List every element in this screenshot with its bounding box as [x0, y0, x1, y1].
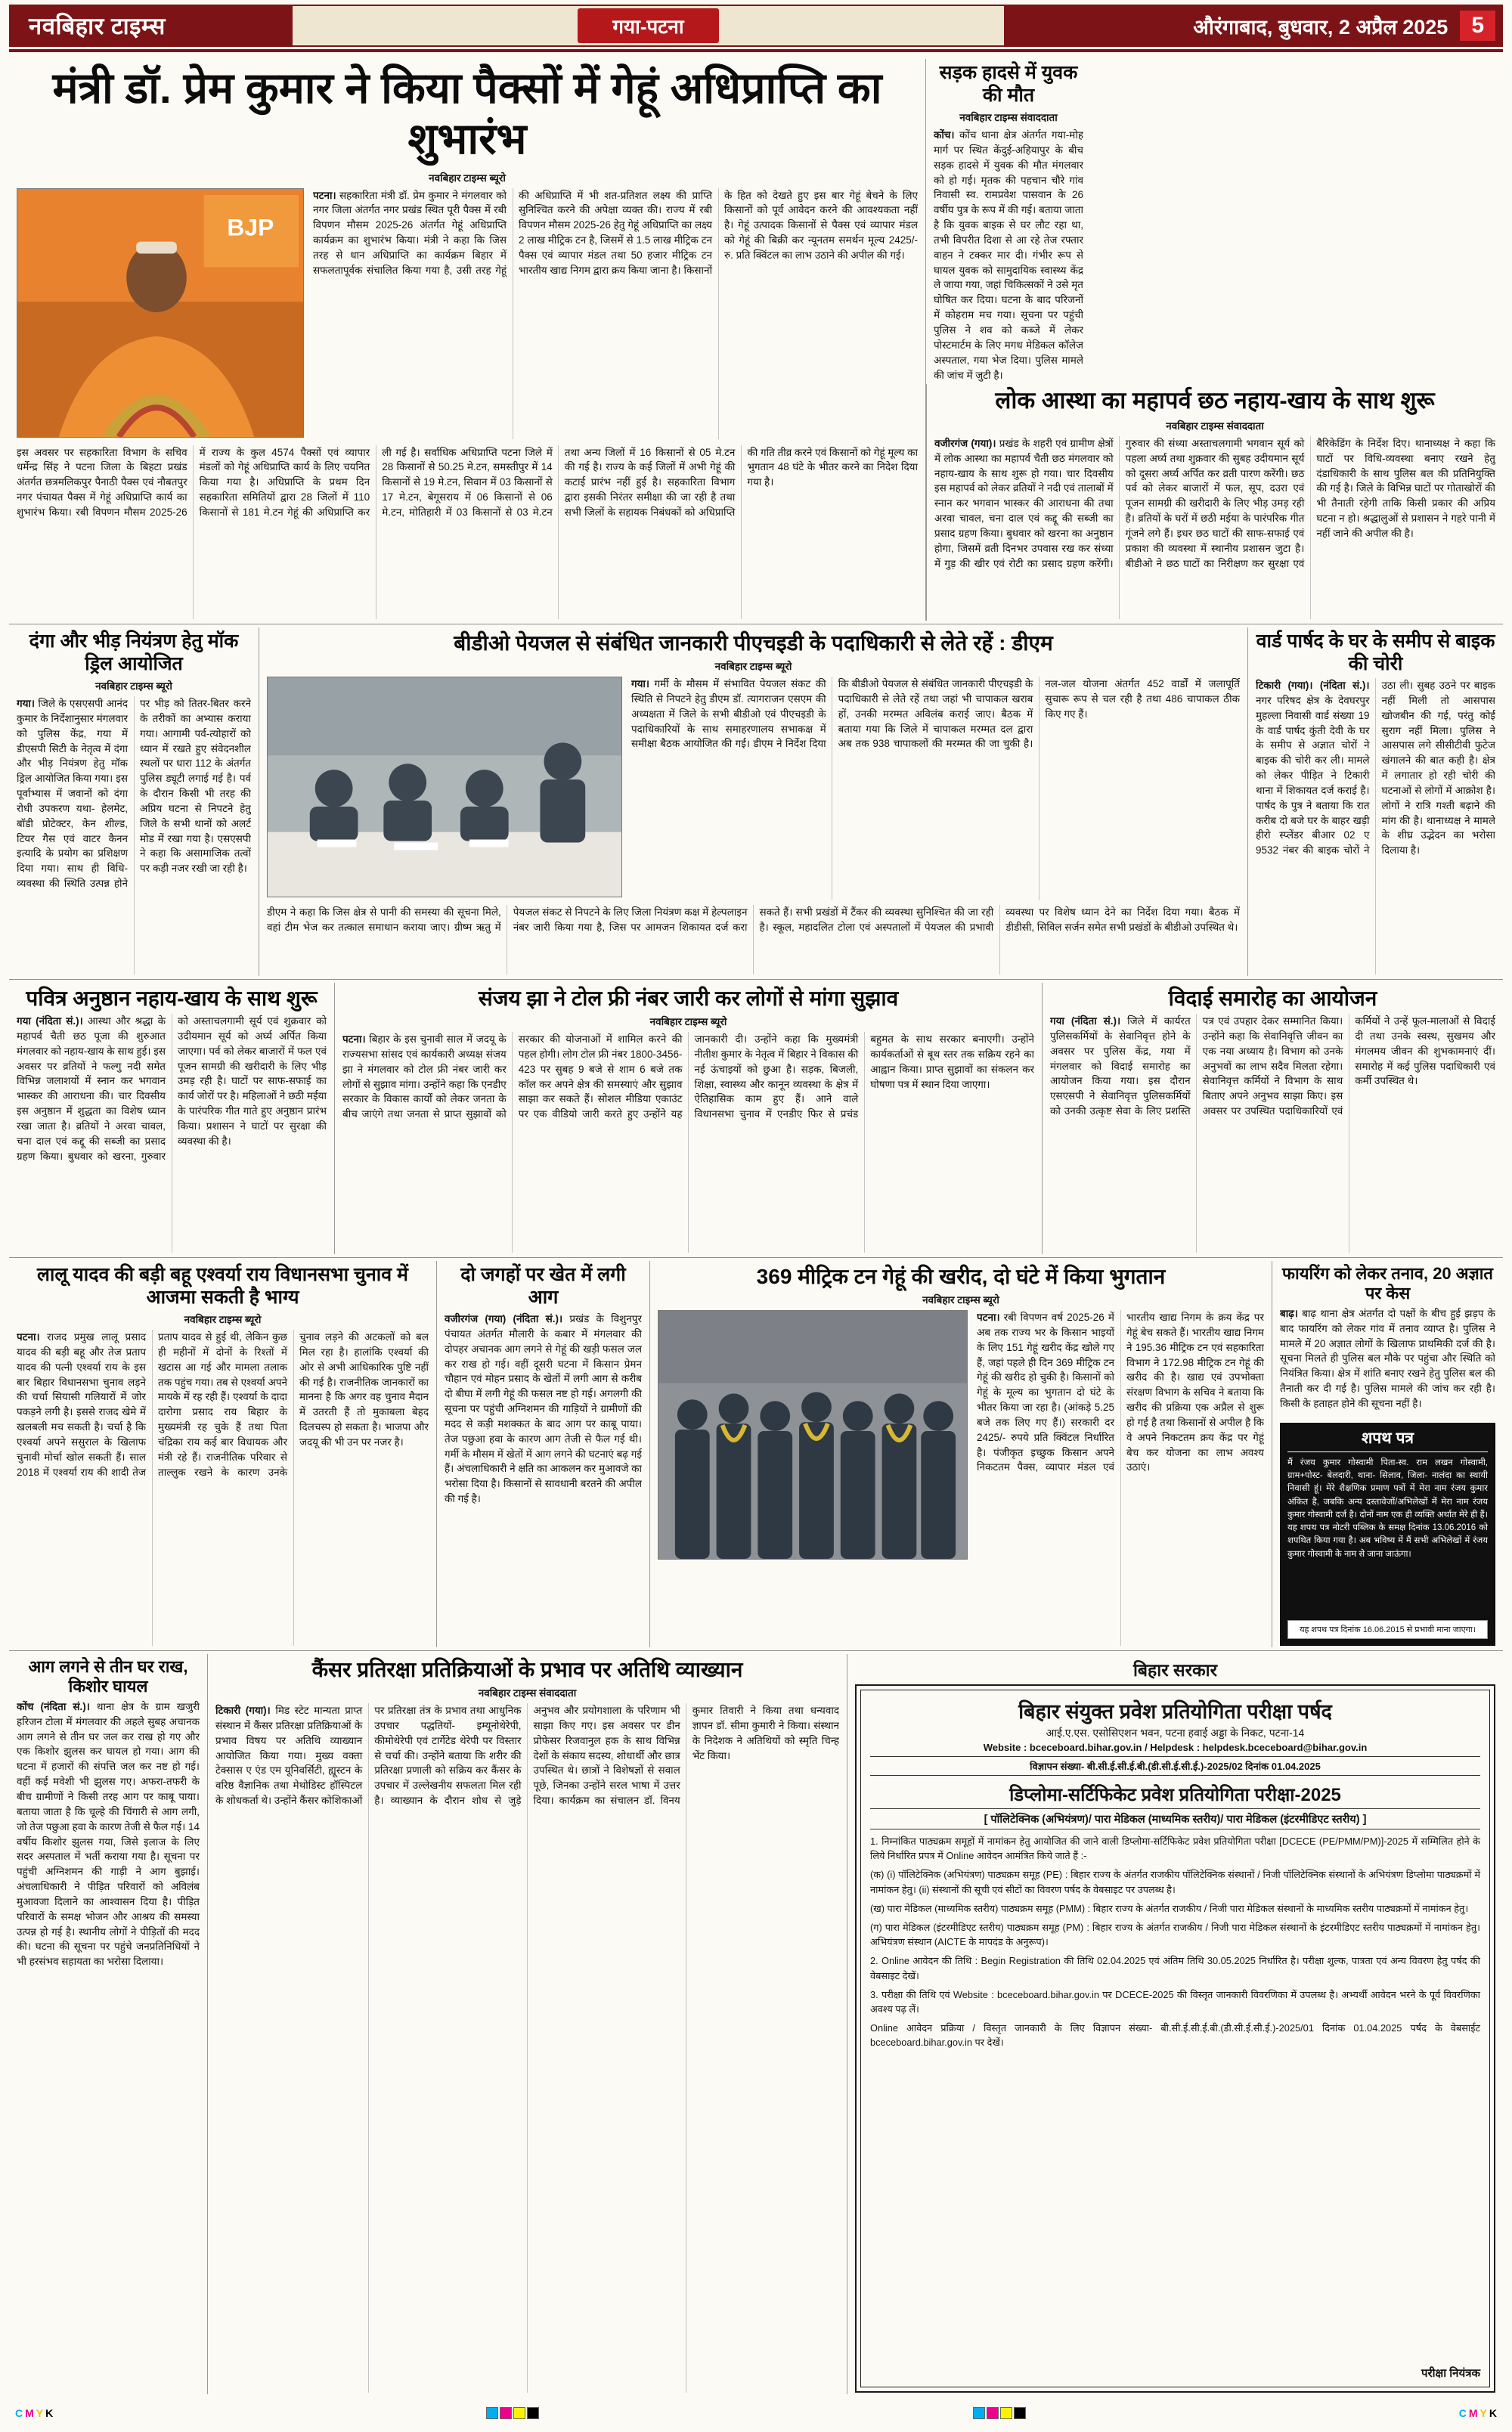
notice-item: Online आवेदन प्रक्रिया / विस्तृत जानकारी के लिए विज्ञापन संख्या- बी.सी.ई.सी.ई.बी.(डी.सी.ई.सी.ई.)-2025/01 दिनांक 01.04.2025 पर्षद के वेबसाईट bceceboard.bihar.gov.in पर देखें। — [870, 2022, 1480, 2049]
exam-subtitle: [ पॉलिटेक्निक (अभियंत्रण)/ पारा मेडिकल (माध्यमिक स्तरीय)/ पारा मेडिकल (इंटरमीडिएट स्तरीय) ] — [870, 1808, 1480, 1829]
notice-item: 3. परीक्षा की तिथि एवं Website : bceceboard.bihar.gov.in पर DCECE-2025 की विस्तृत जानकारी विवरणिका में उपलब्ध है। अभ्यर्थी आवेदन भरने के पूर्व विवरणिका अवश्य पढ़ लें। — [870, 1988, 1480, 2015]
edition-badge: गया-पटना — [578, 8, 718, 43]
band-two — [9, 624, 1503, 980]
magenta-square — [500, 2407, 512, 2419]
mock-drill-headline: दंगा और भीड़ नियंत्रण हेतु मॉक ड्रिल आयोजित — [29, 630, 239, 674]
bdo-body-bottom — [267, 905, 1240, 974]
wheat-dateline: पटना। — [977, 1312, 1000, 1324]
article-aishwarya — [9, 1261, 436, 1647]
article-bdo-water — [259, 627, 1247, 976]
magenta-mark: M — [1468, 2407, 1478, 2419]
yellow-mark: Y — [36, 2407, 44, 2419]
affidavit-note: यह शपथ पत्र दिनांक 16.06.2015 से प्रभावी माना जाएगा। — [1287, 1620, 1488, 1639]
board-name: बिहार संयुक्त प्रवेश प्रतियोगिता परीक्षा पर्षद — [1018, 1700, 1332, 1723]
bdo-byline: नवबिहार टाइम्स ब्यूरो — [714, 661, 792, 673]
lead-headline: मंत्री डॉ. प्रेम कुमार ने किया पैक्सों में गेहूं अधिप्राप्ति का शुभारंभ — [52, 64, 882, 164]
board-website: Website : bceceboard.bihar.gov.in / Helpdesk : helpdesk.bceceboard@bihar.gov.in — [983, 1742, 1368, 1753]
meeting-photo-illustration — [268, 677, 621, 897]
farewell-dateline: गया (नंदिता सं.)। — [1050, 1015, 1121, 1027]
masthead-middle — [293, 5, 1004, 47]
accident-byline: नवबिहार टाइम्स संवाददाता — [959, 112, 1058, 123]
house-fire-dateline: कोंच (नंदिता सं.)। — [17, 1700, 90, 1712]
nahay-headline: पवित्र अनुष्ठान नहाय-खाय के साथ शुरू — [26, 987, 318, 1010]
lead-byline: नवबिहार टाइम्स ब्यूरो — [429, 172, 506, 184]
bike-theft-dateline: टिकारी (गया)। (नंदिता सं.)। — [1256, 680, 1370, 691]
sanjay-text: बिहार के इस चुनावी साल में जदयू के राज्यसभा सांसद एवं कार्यकारी अध्यक्ष संजय झा ने मंगलवार को टोल फ्री नंबर जारी कर लोगों से सुझाव मांगा। उन्होंने कहा कि एनडीए सरकार के विकास कार्यों को लेकर जनता के बीच जाएंगे तथा जनता से प्राप्त सुझावों को सरकार की योजनाओं में शामिल करने की पहल होगी। लोग टोल फ्री नंबर 1800-3456-423 पर सुबह 9 बजे से शाम 6 बजे तक कॉल कर अपने क्षेत्र की समस्याएं और सुझाव साझा कर सकते हैं। सोशल मीडिया एकाउंट पर एक वीडियो जारी करते हुए उन्होंने यह जानकारी दी। उन्होंने कहा कि मुख्यमंत्री नीतीश कुमार के नेतृत्व में बिहार ने विकास की नई ऊंचाइयों को छुआ है। सड़क, बिजली, शिक्षा, स्वास्थ्य और कानून व्यवस्था के क्षेत्र में ऐतिहासिक काम हुए हैं। आने वाले विधानसभा चुनाव में एनडीए फिर से प्रचंड बहुमत के साथ सरकार बनाएगी। उन्होंने कार्यकर्ताओं से बूथ स्तर तक सक्रिय रहने का आह्वान किया। प्राप्त सुझावों का संकलन कर घोषणा पत्र में स्थान दिया जाएगा। — [342, 1033, 1034, 1120]
firing-text: बाढ़ थाना क्षेत्र अंतर्गत दो पक्षों के बीच हुई झड़प के बाद फायरिंग को लेकर गांव में तनाव व्याप्त है। पुलिस ने मामले में 20 अज्ञात लोगों के खिलाफ प्राथमिकी दर्ज की है। सूचना मिलते ही पुलिस बल मौके पर पहुंचा और स्थिति को नियंत्रित किया। क्षेत्र में शांति बनाए रखने हेतु पुलिस बल की तैनाती कर दी गई है। पुलिस मामले की जांच कर रही है। किसी के हताहत होने की सूचना नहीं है। — [1280, 1307, 1495, 1409]
page-number: 5 — [1460, 11, 1495, 41]
bike-theft-text: नगर परिषद क्षेत्र के देवघरपुर मुहल्ला निवासी वार्ड संख्या 19 के वार्ड पार्षद कुंती देवी के घर के समीप से अज्ञात चोरों ने बाइक की चोरी कर ली। मामले को लेकर पीड़ित ने टिकारी थाना में शिकायत दर्ज कराई है। पार्षद के पुत्र ने बताया कि रात करीब दो बजे घर के बाहर खड़ी हीरो स्प्लेंडर बीआर 02 ए 9532 नंबर की बाइक चोरों ने उठा ली। सुबह उठने पर बाइक नहीं मिली तो आसपास खोजबीन की गई, परंतु कोई सुराग नहीं मिला। पुलिस ने आसपास लगे सीसीटीवी फुटेज खंगालने की बात कही है। क्षेत्र में लगातार हो रही चोरी की घटनाओं से लोगों में आक्रोश है। लोगों ने रात्रि गश्ती बढ़ाने की मांग की है। थानाध्यक्ष ने मामले के शीघ्र उद्भेदन का भरोसा दिलाया है। — [1256, 680, 1495, 857]
mock-drill-dateline: गया। — [17, 698, 36, 709]
chhath-text: प्रखंड के शहरी एवं ग्रामीण क्षेत्रों में लोक आस्था का महापर्व चैती छठ मंगलवार को नहाय-खाय के साथ शुरू हो गया। चार दिवसीय इस महापर्व को लेकर व्रतियों ने नदी एवं तालाबों में स्नान कर भगवान भास्कर की आराधना की तथा अरवा चावल, चना दाल एवं कद्दू की सब्जी का प्रसाद ग्रहण किया। बुधवार को खरना का अनुष्ठान होगा, जिसमें व्रती दिनभर उपवास रख कर संध्या में गुड़ की खीर एवं रोटी का प्रसाद ग्रहण करेंगी। गुरुवार की संध्या अस्ताचलगामी भगवान सूर्य को पहला अर्घ्य तथा शुक्रवार की सुबह उदीयमान सूर्य को दूसरा अर्घ्य अर्पित कर व्रती पारण करेंगी। छठ पर्व को लेकर बाजारों में फल, सूप, दउरा एवं पूजन सामग्री की खरीदारी के लिए भीड़ उमड़ रही है। व्रतियों के घरों में छठी मईया के पारंपरिक गीत गूंजने लगे हैं। इधर छठ घाटों की साफ-सफाई एवं प्रकाश की व्यवस्था में स्थानीय प्रशासन जुटा है। बीडीओ ने छठ घाटों का निरीक्षण कर सुरक्षा एवं बैरिकेडिंग के निर्देश दिए। थानाध्यक्ष ने कहा कि घाटों पर विधि-व्यवस्था बनाए रखने हेतु दंडाधिकारी के साथ पुलिस बल की प्रतिनियुक्ति की गई है। जिले के विभिन्न घाटों पर गोताखोरों की भी तैनाती रहेगी ताकि किसी प्रकार की अप्रिय घटना न हो। श्रद्धालुओं से प्रशासन ने गहरे पानी में नहीं जाने की अपील की है। — [934, 437, 1495, 569]
article-bike-theft — [1247, 627, 1503, 976]
sanjay-byline: नवबिहार टाइम्स ब्यूरो — [649, 1016, 727, 1028]
article-chhath-wazirganj — [926, 384, 1503, 621]
bdo-text-b: डीएम ने कहा कि जिस क्षेत्र से पानी की समस्या की सूचना मिले, वहां टीम भेज कर तत्काल समाधान कराया जाए। ग्रीष्म ऋतु में पेयजल संकट से निपटने के लिए जिला नियंत्रण कक्ष में हेल्पलाइन नंबर जारी किया गया है, जिस पर आमजन शिकायत दर्ज करा सकते हैं। सभी प्रखंडों में टैंकर की व्यवस्था सुनिश्चित की जा रही है। स्कूल, महादलित टोला एवं अस्पतालों में पेयजल की प्रभावी व्यवस्था पर विशेष ध्यान देने का निर्देश दिया गया। बैठक में डीडीसी, सिविल सर्जन समेत सभी प्रखंडों के बीडीओ उपस्थित थे। — [267, 906, 1240, 933]
wheat-group-photo — [658, 1310, 968, 1560]
magenta-square — [987, 2407, 999, 2419]
band-top — [9, 56, 1503, 624]
black-mark: K — [1489, 2407, 1497, 2419]
minister-photo-illustration — [17, 189, 303, 437]
firing-dateline: बाढ़। — [1280, 1307, 1298, 1319]
board-address: आई.ए.एस. एसोसिएशन भवन, पटना हवाई अड्डा के निकट, पटना-14 — [1046, 1727, 1305, 1739]
affidavit-notice — [1280, 1423, 1495, 1646]
aishwarya-headline: लालू यादव की बड़ी बहू एश्वर्या राय विधानसभा चुनाव में आजमा सकती है भाग्य — [36, 1264, 409, 1308]
exam-controller-signature: परीक्षा नियंत्रक — [1421, 2367, 1480, 2380]
farewell-body — [1050, 1014, 1495, 1253]
article-cancer-lecture — [207, 1654, 847, 2394]
notice-inner-box — [860, 1690, 1490, 2387]
cancer-text: मिड स्टेट मान्यता प्राप्त संस्थान में कैंसर प्रतिरक्षा प्रतिक्रियाओं के प्रभाव विषय पर अतिथि व्याख्यान आयोजित किया गया। मुख्य वक्ता टेक्सास ए एंड एम यूनिवर्सिटी, ह्यूस्टन के वरिष्ठ वैज्ञानिक तथा मेथोडिस्ट हॉस्पिटल के शोधकर्ता थे। उन्होंने कैंसर कोशिकाओं पर प्रतिरक्षा तंत्र के प्रभाव तथा आधुनिक उपचार पद्धतियों- इम्यूनोथेरेपी, कीमोथेरेपी एवं टार्गेटेड थेरेपी पर विस्तार से चर्चा की। उन्होंने बताया कि शरीर की प्रतिरक्षा प्रणाली को सक्रिय कर कैंसर के उपचार में उल्लेखनीय सफलता मिल रही है। व्याख्यान के दौरान शोध से जुड़े अनुभव और प्रयोगशाला के परिणाम भी साझा किए गए। इस अवसर पर डीन प्रोफेसर रिजवानुल हक के साथ विभिन्न देशों के संकाय सदस्य, शोधार्थी और छात्र उपस्थित थे। छात्रों ने विशेषज्ञों से सवाल पूछे, जिनका उन्होंने सरल भाषा में उत्तर दिया। कार्यक्रम का संचालन डॉ. विनय कुमार तिवारी ने किया तथा धन्यवाद ज्ञापन डॉ. सीमा कुमारी ने किया। संस्थान के निदेशक ने अतिथियों को स्मृति चिन्ह भेंट किया। — [215, 1705, 839, 1807]
cancer-headline: कैंसर प्रतिरक्षा प्रतिक्रियाओं के प्रभाव पर अतिथि व्याख्यान — [311, 1658, 743, 1681]
affidavit-title: शपथ पत्र — [1287, 1430, 1488, 1452]
chhath-byline: नवबिहार टाइम्स संवाददाता — [1166, 420, 1264, 432]
nahay-body — [17, 1014, 327, 1253]
aishwarya-text: राजद प्रमुख लालू प्रसाद यादव की बड़ी बहू और तेज प्रताप यादव की पत्नी एश्वर्या राय के इस बार बिहार विधानसभा चुनाव लड़ने की चर्चा सियासी गलियारों में जोर पकड़ने लगी है। इससे राजद खेमे में खलबली मच सकती है। चर्चा है कि एश्वर्या अपने ससुराल के खिलाफ चुनावी मोर्चा खोल सकती हैं। साल 2018 में एश्वर्या राय की शादी तेज प्रताप यादव से हुई थी, लेकिन कुछ ही महीनों में दोनों के रिश्तों में खटास आ गई और मामला तलाक तक पहुंच गया। तब से एश्वर्या अपने मायके में रह रही हैं। एश्वर्या के दादा दारोगा प्रसाद राय बिहार के मुख्यमंत्री रह चुके हैं तथा पिता चंद्रिका राय कई बार विधायक और मंत्री रहे हैं। राजनीतिक परिवार से ताल्लुक रखने के कारण उनके चुनाव लड़ने की अटकलों को बल मिल रहा है। हालांकि एश्वर्या की ओर से अभी आधिकारिक पुष्टि नहीं की गई है। राजनीतिक जानकारों का मानना है कि अगर वह चुनाव मैदान में उतरती हैं तो मुकाबला बेहद दिलचस्प हो सकता है। भाजपा और जदयू की भी उन पर नजर है। — [17, 1331, 429, 1478]
yellow-square — [513, 2407, 525, 2419]
article-farewell — [1042, 983, 1503, 1254]
lead-body-bottom — [17, 445, 918, 620]
article-firing-case — [1280, 1262, 1495, 1418]
article-accident — [926, 59, 1091, 384]
notice-item: (क) (i) पॉलिटेक्निक (अभियंत्रण) पाठ्यक्रम समूह (PE) : बिहार राज्य के अंतर्गत राजकीय पॉलिटेक्निक संस्थानों / निजी पॉलिटेक्निक संस्थानों के अभियंत्रण डिप्लोमा पाठ्यक्रमों में नामांकन हेतु। (ii) संस्थानों की सूची एवं सीटों का विवरण पर्षद के वेबसाइट पर उपलब्ध है। — [870, 1869, 1480, 1895]
gov-header: बिहार सरकार — [1132, 1660, 1218, 1680]
paper-name: नवबिहार टाइम्स — [9, 5, 293, 47]
article-field-fire — [436, 1261, 649, 1647]
bdo-headline: बीडीओ पेयजल से संबंधित जानकारी पीएचइडी के पदाधिकारी से लेते रहें : डीएम — [454, 631, 1053, 655]
bdo-text-a: गर्मी के मौसम में संभावित पेयजल संकट की स्थिति से निपटने हेतु डीएम डॉ. त्यागराजन एसएम की अध्यक्षता में जिले के सभी बीडीओ एवं पीएचइडी के पदाधिकारियों के साथ समाहरणालय सभाकक्ष में समीक्षा बैठक आयोजित की गई। डीएम ने निर्देश दिया कि बीडीओ पेयजल से संबंधित जानकारी पीएचइडी के पदाधिकारी से लेते रहें तथा जहां भी चापाकल खराब हों, उनकी मरम्मत अविलंब कराई जाए। बैठक में बताया गया कि जिले में चापाकल मरम्मत दल द्वारा अब तक 938 चापाकलों की मरम्मत की जा चुकी है। नल-जल योजना अंतर्गत 452 वार्डों में जलापूर्ति सुचारू रूप से चल रही है तथा 486 चापाकल ठीक किए गए हैं। — [631, 678, 1240, 750]
accident-body — [934, 128, 1083, 383]
accident-headline: सड़क हादसे में युवक की मौत — [939, 62, 1078, 106]
band-top-right — [925, 59, 1503, 621]
nahay-dateline: गया (नंदिता सं.)। — [17, 1015, 83, 1027]
chhath-body — [934, 436, 1495, 619]
house-fire-headline: आग लगने से तीन घर राख, किशोर घायल — [28, 1657, 188, 1696]
aishwarya-byline: नवबिहार टाइम्स ब्यूरो — [184, 1314, 262, 1325]
accident-text: कोंच थाना क्षेत्र अंतर्गत गया-मोह मार्ग पर स्थित केंदुई-अहियापुर के बीच सड़क हादसे में युवक की मौत मंगलवार को हो गई। मृतक की पहचान चौरे गांव निवासी स्व. रामप्रवेश पासवान के 26 वर्षीय पुत्र के रूप में की गई। बताया जाता है कि युवक बाइक से घर लौट रहा था, तभी विपरीत दिशा से आ रहे तेज रफ्तार वाहन ने टक्कर मार दी। गंभीर रूप से घायल युवक को सामुदायिक स्वास्थ्य केंद्र ले जाया गया, जहां चिकित्सकों ने उसे मृत घोषित कर दिया। घटना के बाद परिजनों में कोहराम मच गया। सूचना पर पहुंची पुलिस ने शव को कब्जे में लेकर पोस्टमार्टम के लिए मगध मेडिकल कॉलेज अस्पताल, गया भेज दिया। पुलिस मामले की जांच में जुटी है। — [934, 129, 1083, 381]
yellow-mark: Y — [1479, 2407, 1487, 2419]
black-square — [527, 2407, 539, 2419]
notice-item: 2. Online आवेदन की तिथि : Begin Registration की तिथि 02.04.2025 एवं अंतिम तिथि 30.05.2025 निर्धारित है। परीक्षा शुल्क, पात्रता एवं अन्य विवरण हेतु पर्षद की वेबसाइट देखें। — [870, 1955, 1480, 1981]
wheat-byline: नवबिहार टाइम्स ब्यूरो — [922, 1294, 999, 1306]
wheat-flow — [658, 1310, 1264, 1646]
article-lead — [9, 59, 925, 621]
group-photo-illustration — [658, 1311, 967, 1559]
notice-item: (ग) पारा मेडिकल (इंटरमीडिएट स्तरीय) पाठ्यक्रम समूह (PM) : बिहार राज्य के अंतर्गत राजकीय / निजी पारा मेडिकल संस्थानों के इंटरमीडिएट स्तरीय पाठ्यक्रमों में नामांकन हेतु। अभियंत्रण संस्थान (AICTE के मापदंड के अनुरूप)। — [870, 1921, 1480, 1948]
mock-drill-text: जिले के एसएसपी आनंद कुमार के निर्देशानुसार मंगलवार को पुलिस केंद्र, गया में डीएसपी सिटी के नेतृत्व में दंगा और भीड़ नियंत्रण हेतु मॉक ड्रिल आयोजित किया गया। इस पूर्वाभ्यास में जवानों को दंगा रोधी उपकरण यथा- हेलमेट, बॉडी प्रोटेक्टर, केन शील्ड, टियर गैस एवं वाटर कैनन इत्यादि के प्रयोग का प्रशिक्षण दिया गया। साथ ही विधि-व्यवस्था की स्थिति उत्पन्न होने पर भीड़ को तितर-बितर करने के तरीकों का अभ्यास कराया गया। आगामी पर्व-त्योहारों को ध्यान में रखते हुए संवेदनशील स्थलों पर धारा 112 के अंतर्गत पुलिस ड्यूटी लगाई गई है। पर्व के दौरान किसी भी तरह की अप्रिय घटना से निपटने हेतु जिले के सभी थानों को अलर्ट मोड में रखा गया है। एसएसपी ने कहा कि असामाजिक तत्वों पर कड़ी नजर रखी जा रही है। — [17, 698, 251, 890]
lead-body-top — [313, 188, 918, 439]
lead-text-b: इस अवसर पर सहकारिता विभाग के सचिव धर्मेन्द्र सिंह ने पटना जिला के बिहटा प्रखंड अंतर्गत छत्रमलिकपुर पैनाठी पैक्स एवं नौबतपुर नगर पंचायत पैक्स में गेहूं अधिप्राप्ति कार्य का शुभारंभ किया। रबी विपणन मौसम 2025-26 में राज्य के कुल 4574 पैक्सों एवं व्यापार मंडलों को गेहूं अधिप्राप्ति कार्य के लिए चयनित किया गया है। अधिप्राप्ति के प्रथम दिन सहकारिता समितियों द्वारा 28 जिलों में 110 किसानों से 181 मे.टन गेहूं की अधिप्राप्ति कर ली गई है। सर्वाधिक अधिप्राप्ति पटना जिले में 28 किसानों से 50.25 मे.टन, समस्तीपुर में 14 किसानों से 19 मे.टन, सिवान में 03 किसानों से 17 मे.टन, बेगूसराय में 06 किसानों से 06 मे.टन, मोतिहारी में 03 किसानों से 03 मे.टन तथा अन्य जिलों में 16 किसानों से 05 मे.टन की गई है। राज्य के कई जिलों में अभी गेहूं की कटाई प्रारंभ नहीं हुई है। सहकारिता विभाग द्वारा इसकी निरंतर समीक्षा की जा रही है तथा सभी जिलों के सहायक निबंधकों को अधिप्राप्ति की गति तीव्र करने एवं किसानों को गेहूं मूल्य का भुगतान 48 घंटे के भीतर करने का निदेश दिया गया है। — [17, 446, 918, 518]
svg-text:BJP: BJP — [227, 213, 274, 241]
mock-drill-byline: नवबिहार टाइम्स ब्यूरो — [95, 680, 172, 692]
sanjay-body — [342, 1032, 1034, 1253]
article-nahay-khay — [9, 983, 334, 1254]
field-fire-dateline: वजीरगंज (गया) (नंदिता सं.)। — [445, 1313, 563, 1324]
magenta-mark: M — [25, 2407, 34, 2419]
black-square — [1014, 2407, 1026, 2419]
yellow-square — [1000, 2407, 1012, 2419]
government-notice — [847, 1654, 1503, 2394]
chhath-dateline: वजीरगंज (गया)। — [934, 437, 996, 449]
wheat-text: रबी विपणन वर्ष 2025-26 में अब तक राज्य भर के किसान भाइयों के लिए 151 गेहूं खरीद केंद्र खोले गए हैं, जहां पहले ही दिन 369 मीट्रिक टन गेहूं की खरीद हो चुकी है। किसानों को गेहूं के मूल्य का भुगतान दो घंटे के भीतर किया जा रहा है। (आंकड़े 5.25 बजे तक लिए गए हैं।) सरकारी दर 2425/- रुपये प्रति क्विंटल निर्धारित है। पंजीकृत इच्छुक किसान अपने निकटतम पैक्स, व्यापार मंडल एवं भारतीय खाद्य निगम के क्रय केंद्र पर गेहूं बेच सकते हैं। भारतीय खाद्य निगम ने 195.36 मीट्रिक टन एवं सहकारिता विभाग ने 172.98 मीट्रिक टन गेहूं की खरीद की है। खाद्य एवं उपभोक्ता संरक्षण विभाग के सचिव ने बताया कि खरीद की प्रक्रिया एक अप्रैल से शुरू हो गई है तथा किसानों से अपील है कि वे अपने निकटतम क्रय केंद्र पर गेहूं बेच कर योजना का लाभ अवश्य उठाएं। — [977, 1312, 1264, 1473]
mock-drill-body — [17, 696, 251, 974]
band-three — [9, 980, 1503, 1258]
farewell-headline: विदाई समारोह का आयोजन — [1168, 987, 1377, 1010]
exam-title: डिप्लोमा-सर्टिफिकेट प्रवेश प्रतियोगिता परीक्षा-2025 — [1009, 1785, 1341, 1805]
cyan-square — [486, 2407, 498, 2419]
lead-dateline: पटना। — [313, 189, 336, 201]
field-fire-text: प्रखंड के विशुनपुर पंचायत अंतर्गत मौलारी के कबार में मंगलवार की दोपहर अचानक आग लगने से गेहूं की खड़ी फसल जल कर राख हो गई। वहीं दूसरी घटना में किसान प्रेमन चौहान एवं मोहन प्रसाद के खेतों में लगी आग से करीब दो बीघा में लगी गेहूं की फसल नष्ट हो गई। अगलगी की सूचना पर पहुंची अग्निशमन की गाड़ियों ने ग्रामीणों की मदद से कड़ी मशक्कत के बाद आग पर काबू पाया। तेज पछुआ हवा के कारण आग तेजी से फैल गई थी। गर्मी के मौसम में खेतों में आग लगने की घटनाएं बढ़ गई हैं। अंचलाधिकारी ने क्षति का आकलन कर मुआवजे का भरोसा दिया है। किसानों से सावधानी बरतने की अपील की गई है। — [445, 1313, 642, 1505]
field-fire-headline: दो जगहों पर खेत में लगी आग — [460, 1264, 626, 1308]
notice-item: (ख) पारा मेडिकल (माध्यमिक स्तरीय) पाठ्यक्रम समूह (PMM) : बिहार राज्य के अंतर्गत राजकीय / निजी पारा मेडिकल संस्थानों के माध्यमिक स्तरीय पाठ्यक्रमों में नामांकन हेतु। — [870, 1902, 1469, 1914]
bdo-flow — [267, 677, 1240, 900]
farewell-text: जिले में कार्यरत पुलिसकर्मियों के सेवानिवृत्त होने के अवसर पर पुलिस केंद्र, गया में मंगलवार को विदाई समारोह का आयोजन किया गया। इस दौरान एसएसपी ने सेवानिवृत्त पुलिसकर्मियों को उनकी उत्कृष्ट सेवा के लिए प्रशस्ति पत्र एवं उपहार देकर सम्मानित किया। उन्होंने कहा कि सेवानिवृत्ति जीवन का एक नया अध्याय है। विभाग को उनके अनुभवों का लाभ सदैव मिलता रहेगा। सेवानिवृत्त कर्मियों ने विभाग के साथ बिताए अपने अनुभव साझा किए। इस अवसर पर उपस्थित पदाधिकारियों एवं कर्मियों ने उन्हें फूल-मालाओं से विदाई दी तथा उनके स्वस्थ, सुखमय और मंगलमय जीवन की शुभकामनाएं दीं। समारोह में कई पुलिस पदाधिकारी एवं कर्मी उपस्थित थे। — [1050, 1015, 1495, 1117]
cancer-dateline: टिकारी (गया)। — [215, 1705, 271, 1717]
masthead-rule — [9, 49, 1503, 52]
masthead — [9, 5, 1503, 47]
date-line: औरंगाबाद, बुधवार, 2 अप्रैल 2025 — [1193, 15, 1448, 39]
notice-item: 1. निम्नांकित पाठ्यक्रम समूहों में नामांकन हेतु आयोजित की जाने वाली डिप्लोमा-सर्टिफिकेट प्रवेश प्रतियोगिता परीक्षा [DCECE (PE/PMM/PM)]-2025 में सम्मिलित होने के लिये निर्धारित प्रपत्र में Online आवेदन आमंत्रित किये जाते हैं :- — [870, 1836, 1480, 1862]
aishwarya-body — [17, 1330, 429, 1646]
color-bar-left — [486, 2407, 539, 2419]
lead-flow — [17, 188, 918, 439]
cancer-byline: नवबिहार टाइम्स संवाददाता — [478, 1687, 577, 1699]
house-fire-text: थाना क्षेत्र के ग्राम खजुरी हरिजन टोला में मंगलवार की अहले सुबह अचानक आग लगने से तीन घर जल कर राख हो गए और एक किशोर झुलस कर घायल हो गया। आग की घटना में हजारों की संपत्ति जल कर नष्ट हो गई। वहीं कई मवेशी भी झुलस गए। अफरा-तफरी के बीच ग्रामीणों ने किसी तरह आग पर काबू पाया। बताया जाता है कि चूल्हे की चिंगारी से आग लगी, जो तेज पछुआ हवा के कारण तेजी से फैल गई। 14 वर्षीय किशोर झुलस गया, जिसे इलाज के लिए सदर अस्पताल में भर्ती कराया गया है। सूचना पर पहुंची अग्निशमन की गाड़ी ने आग बुझाई। अंचलाधिकारी ने पीड़ित परिवारों को अविलंब मुआवजा दिलाने का आश्वासन दिया है। पीड़ित परिवारों के समक्ष भोजन और आश्रय की समस्या उत्पन्न हो गई है। स्थानीय लोगों ने पीड़ितों की मदद की। घटना की सूचना पर पहुंचे जनप्रतिनिधियों ने भी हरसंभव सहायता का भरोसा दिलाया। — [17, 1700, 200, 1968]
band-five — [9, 1651, 1503, 2397]
aishwarya-dateline: पटना। — [17, 1331, 40, 1343]
bdo-body-top — [631, 677, 1240, 900]
cyan-mark: C — [15, 2407, 23, 2419]
nahay-text: आस्था और श्रद्धा के महापर्व चैती छठ पूजा की शुरुआत मंगलवार को नहाय-खाय के साथ हुई। इस अवसर पर व्रतियों ने फल्गु नदी समेत विभिन्न जलाशयों में स्नान कर भगवान भास्कर की आराधना की। चार दिवसीय इस अनुष्ठान में शुद्धता का विशेष ध्यान रखा जाता है। व्रतियों ने अरवा चावल, चना दाल एवं कद्दू की सब्जी का प्रसाद ग्रहण किया। बुधवार को खरना, गुरुवार को अस्ताचलगामी सूर्य एवं शुक्रवार को उदीयमान सूर्य को अर्घ्य अर्पित किया जाएगा। पर्व को लेकर बाजारों में फल एवं पूजन सामग्री की खरीदारी के लिए भीड़ उमड़ रही है। घाटों पर साफ-सफाई का कार्य जोरों पर है। महिलाओं ने छठी मईया के पारंपरिक गीत गाते हुए अनुष्ठान प्रारंभ किया। प्रशासन ने घाटों पर सुरक्षा की व्यवस्था की है। — [17, 1015, 327, 1162]
article-house-fire — [9, 1654, 207, 2394]
chhath-headline: लोक आस्था का महापर्व छठ नहाय-खाय के साथ शुरू — [995, 387, 1435, 414]
firing-headline: फायरिंग को लेकर तनाव, 20 अज्ञात पर केस — [1282, 1264, 1493, 1303]
firing-body — [1280, 1306, 1495, 1418]
house-fire-body — [17, 1699, 200, 2393]
band-four — [9, 1258, 1503, 1651]
lead-text-a: सहकारिता मंत्री डॉ. प्रेम कुमार ने मंगलवार को नगर जिला अंतर्गत नगर प्रखंड स्थित पूरी पैक्स में रबी विपणन मौसम 2025-26 अंतर्गत गेहूं अधिप्राप्ति कार्यक्रम का शुभारंभ किया। मंत्री ने कहा कि जिस तरह से धान अधिप्राप्ति का कार्यक्रम बिहार में सफलतापूर्वक संचालित किया गया है, उसी तरह गेहूं की अधिप्राप्ति में भी शत-प्रतिशत लक्ष्य की प्राप्ति सुनिश्चित करने की अपेक्षा व्यक्त की। राज्य में रबी विपणन मौसम 2025-26 हेतु गेहूं अधिप्राप्ति का लक्ष्य 2 लाख मीट्रिक टन है, जिसमें से 1.5 लाख मीट्रिक टन पैक्स एवं व्यापार मंडल तथा 50 हजार मीट्रिक टन भारतीय खाद्य निगम द्वारा क्रय किया जाना है। किसानों के हित को देखते हुए इस बार गेहूं बेचने के लिए किसानों को पूर्व आवेदन करने की आवश्यकता नहीं है। गेहूं उत्पादक किसानों से पैक्स एवं व्यापार मंडल को गेहूं की बिक्री कर न्यूनतम समर्थन मूल्य 2425/- रु. प्रति क्विंटल का लाभ उठाने की अपील की गई। — [313, 189, 918, 276]
advertisement-number: विज्ञापन संख्या- बी.सी.ई.सी.ई.बी.(डी.सी.ई.सी.ई.)-2025/02 दिनांक 01.04.2025 — [870, 1756, 1480, 1776]
notice-outer-box — [855, 1684, 1495, 2393]
masthead-right — [1004, 5, 1503, 47]
print-registration-marks — [9, 2397, 1503, 2429]
bike-theft-body — [1256, 678, 1495, 974]
wheat-body — [977, 1310, 1264, 1646]
black-mark: K — [45, 2407, 54, 2419]
bdo-dateline: गया। — [631, 678, 650, 690]
cyan-mark: C — [1458, 2407, 1467, 2419]
field-fire-body — [445, 1312, 642, 1646]
accident-dateline: कोंच। — [934, 129, 955, 141]
article-wheat-purchase — [649, 1261, 1272, 1647]
cmyk-letters-right — [1459, 2407, 1497, 2419]
wheat-headline: 369 मीट्रिक टन गेहूं की खरीद, दो घंटे में किया भुगतान — [756, 1265, 1166, 1288]
cancer-body — [215, 1703, 839, 2393]
article-sanjay-jha — [334, 983, 1042, 1254]
sanjay-dateline: पटना। — [342, 1033, 366, 1046]
affidavit-body: मैं रंजय कुमार गोस्वामी पिता-स्व. राम लखन गोस्वामी, ग्राम+पोस्ट- बेलदारी, थाना- सिलाव, जिला- नालंदा का स्थायी निवासी हूं। मेरे शैक्षणिक प्रमाण पत्रों में मेरा नाम रंजय कुमार अंकित है, जबकि अन्य दस्तावेजों/अभिलेखों में मेरा नाम रंजय कुमार गोस्वामी दर्ज है। दोनों नाम एक ही व्यक्ति अर्थात मेरे ही हैं। यह शपथ पत्र नोटरी पब्लिक के समक्ष दिनांक 13.06.2016 को शपथित किया गया है। अब भविष्य में मैं सभी अभिलेखों में रंजय कुमार गोस्वामी के नाम से जाना जाऊंगा। — [1287, 1458, 1488, 1559]
cmyk-letters-left — [15, 2407, 53, 2419]
right-stack — [1272, 1261, 1503, 1647]
bdo-meeting-photo — [267, 677, 622, 897]
lead-photo — [17, 188, 304, 438]
color-bar-right — [973, 2407, 1026, 2419]
article-mock-drill — [9, 627, 259, 976]
cyan-square — [973, 2407, 985, 2419]
sanjay-headline: संजय झा ने टोल फ्री नंबर जारी कर लोगों से मांगा सुझाव — [478, 987, 899, 1010]
bike-theft-headline: वार्ड पार्षद के घर के समीप से बाइक की चोरी — [1256, 630, 1495, 674]
